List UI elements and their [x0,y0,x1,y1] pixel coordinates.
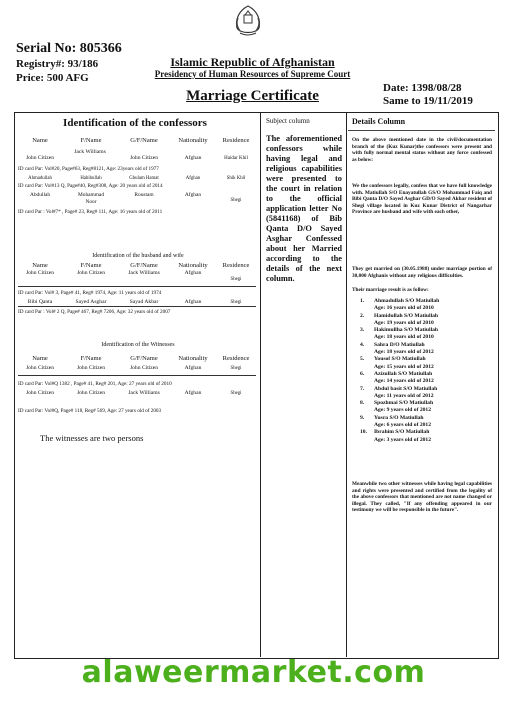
confessors-title: Identification of the confessors [63,117,207,129]
subject-body: The aforementioned confessors while having legal and religious capabilities were presented to the court in relation to the official application letter No (5841168) of Bib Qanta D/O Sayed Asghar Confessed about her Married according to the details of the next column. [266,134,342,283]
details-divider [348,130,495,131]
husband-wife-row [18,299,258,309]
table-header: F/Name [80,355,102,362]
table-header: G/F/Name [130,355,158,362]
list-item: 8. Spozhmai S/O Matiullah Age: 9 years old of 2012 [360,400,434,414]
details-title: Details Column [352,117,406,126]
date-gregorian: Same to 19/11/2019 [383,95,473,107]
table-header: Name [32,137,48,144]
national-emblem-icon [232,4,264,38]
table-cell: John Citizen [76,390,106,396]
table-cell: John Citizen [25,270,55,276]
table-cell: Afghan [184,365,202,371]
table-header: F/Name [80,262,102,269]
table-cell: Sayad Akbar [129,299,159,305]
table-header: G/F/Name [130,137,158,144]
table-cell: Abdullah [29,192,51,198]
table-cell: Bibi Qanta [27,299,53,305]
subject-title: Subject column [266,117,310,125]
table-cell: Shegi [230,277,242,282]
watermark: alaweermarket.com [81,655,426,690]
date-hijri: Date: 1398/08/28 [383,82,462,94]
table-cell: John Citizen [129,155,159,161]
header-left [16,40,122,85]
table-cell: John Citizen [76,270,106,276]
table-cell: Habibullah [80,176,102,181]
details-paragraph: We the confessors legally, confess that we have full knowledge with. Matiullah S/O Enayatullah GS/O Mohammad Faiq and Bibi Qanta D/O Sayed Asghar GD/O Sayed Akbar resident of Shegi village located in Kuz Kunar District of Nangarhar Province are husband and wife with each other, [352,183,492,216]
table-cell: John Citizen [129,365,159,371]
list-item: 4. Sahra D/O Matiullah Age: 18 years old of 2012 [360,341,434,356]
table-header: G/F/Name [130,262,158,269]
table-cell: Ahmadullah [28,176,52,181]
id-card-note: ID card Par: Vol#Q, Page# 118, Reg# 569, Age: 27 years old of 2003 [18,408,162,414]
table-cell: Mohammad Noor [77,192,105,205]
table-cell: Jack Williams [128,270,160,276]
witness-count-note: The witnesses are two persons [40,433,144,443]
list-item: 3. Hakimullha S/O Matiullah Age: 18 years old of 2010 [360,327,439,341]
id-card-note: ID card Par: Vol#13 Q, Page#40, Reg#308, Age: 20 years old of 2014 [18,183,163,189]
table-header: F/Name [80,137,102,144]
list-item: 2. Hamidullah S/O Matiullah Age: 19 years old of 2010 [360,312,439,326]
table-cell: Afghan [184,270,202,276]
table-cell: Jack Williams [74,149,106,155]
table-cell: Jack Williams [128,390,160,396]
column-divider [260,112,261,657]
table-cell: Shegi [230,366,242,371]
table-cell: Haidar Khil [224,156,248,161]
country-name: Islamic Republic of Afghanistan [170,55,335,69]
table-cell: Afghan [184,299,202,305]
table-cell: John Citizen [76,365,106,371]
serial-number: Serial No: 805366 [16,41,122,56]
date-block [383,82,473,108]
list-item: 7. Abdul basit S/O Matiullah Age: 11 years old of 2012 [360,385,438,399]
price: Price: 500 AFG [16,72,89,84]
certificate-title: Marriage Certificate [186,88,319,104]
details-paragraph: Meanwhile two other witnesses while having legal capabilities and rights were presented and certified from the legality of the above confessors that mentioned are not name changed or illegal. They called, "If any offending appeared in our testimony we will be responsible in the future". [352,481,492,514]
row-separator [18,375,256,376]
details-paragraph: They get married on (30.05.1988) under marriage portion of 30,000 Afghanis without any religious difficulties. [352,266,492,279]
witnesses-row [18,390,258,404]
table-cell: Ghulam Hamat [129,176,159,181]
table-cell: Afghan [185,176,201,181]
table-cell: Shik Khil [226,176,246,181]
details-paragraph: On the above mentioned date in the civil/documentation branch of the (Kuz Kunar)the confessors were present and with fully normal mental status without any force confessed as below: [352,137,492,163]
table-header: Residence [222,262,250,269]
id-card-note: ID card Par: Vol#20, Page#63, Reg#8121, Age: 23years old of 1977 [18,166,159,172]
table-cell: Roustam [134,192,154,198]
presidency-name: Presidency of Human Resources of Supreme Court [154,69,351,79]
table-cell: John Citizen [25,365,55,371]
table-header: Nationality [178,137,208,144]
row-separator [18,286,256,287]
table-cell: Sayed Asghar [75,299,107,305]
table-header: Name [32,355,48,362]
id-card-note: ID card Par : Vol#7* , Page# 23, Reg# 111, Age: 16 years old of 2011 [18,209,163,215]
details-paragraph: Their marriage result is as follow: [352,287,429,293]
id-card-note: ID card Par : Vol# 2 Q, Page# 467, Reg# 7206, Age: 32 years old of 2007 [18,309,171,315]
list-item: 9. Yusra S/O Matiullah Age: 6 years old of 2012 [360,414,432,429]
document-titles [110,56,395,104]
table-cell: John Citizen [25,390,55,396]
id-card-note: ID card Par: Vol# 3, Page# 41, Reg# 1974, Age: 11 years old of 1974 [18,290,162,296]
table-header: Nationality [178,355,208,362]
table-cell: Shegi [230,198,242,203]
list-item: 5. Yousof S/O Matiullah Age: 15 years old of 2012 [360,356,434,370]
witnesses-title: Identification of the Witnesses [101,342,175,348]
row-separator [18,306,256,307]
table-cell: Afghan [184,390,202,396]
list-item: 6. Azizullah S/O Matiullah Age: 14 years old of 2012 [360,370,434,385]
column-divider [346,112,347,657]
confessors-table [18,135,258,245]
list-item: 10. Ibrahim S/O Matiullah Age: 3 years old of 2012 [360,429,432,443]
list-item: 1. Ahmadullah S/O Matiullah Age: 16 years old of 2010 [360,298,440,312]
table-cell: Afghan [184,192,202,198]
table-header: Nationality [178,262,208,269]
table-cell: Shegi [230,300,242,305]
table-header: Name [32,262,48,269]
table-cell: Afghan [184,155,202,161]
table-cell: Shegi [230,391,242,396]
husband-wife-title: Identification of the husband and wife [92,253,184,259]
table-cell: John Citizen [25,155,55,161]
registry-number: Registry#: 93/186 [16,58,99,70]
table-header: Residence [222,355,250,362]
table-header: Residence [222,137,250,144]
children-list [360,298,439,444]
id-card-note: ID card Par: Vol#Q 1382 , Page# 41, Reg# 201, Age: 27 years old of 2010 [18,381,172,387]
